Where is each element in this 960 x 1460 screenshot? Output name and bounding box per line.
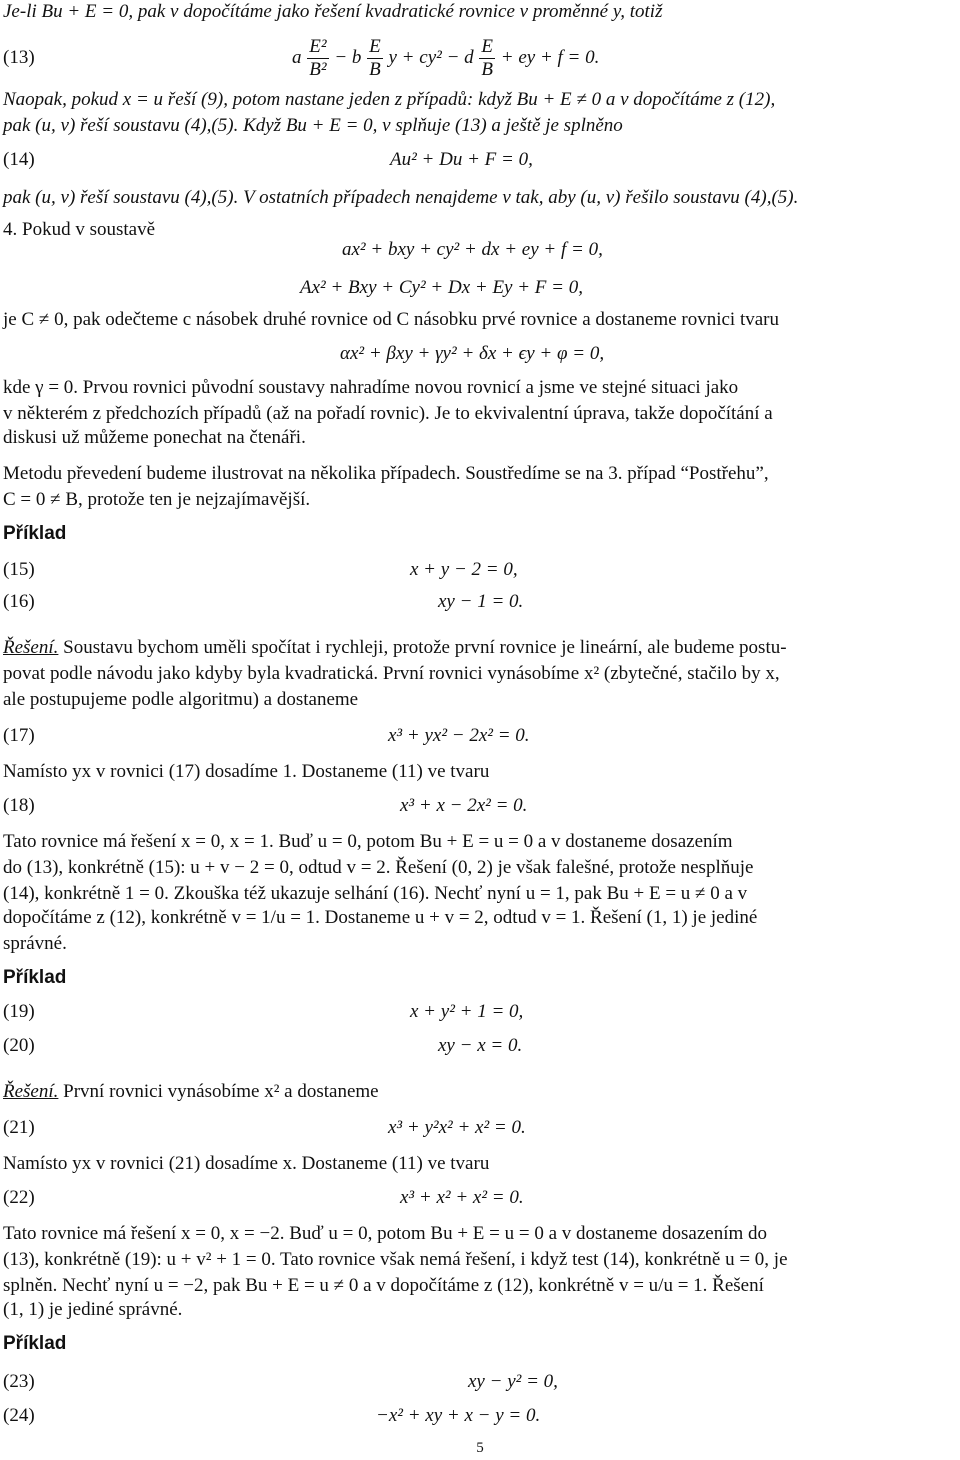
fraction-denominator: B [369,59,381,81]
eq-term: y + cy² − d [388,47,474,68]
text-line: C = 0 ≠ B, protože ten je nejzajímavější. [3,489,311,510]
text-line: Namísto yx v rovnici (21) dosadíme x. Dostaneme (11) ve tvaru [3,1153,490,1174]
text-line: Namísto yx v rovnici (17) dosadíme 1. Dostaneme (11) ve tvaru [3,761,490,782]
text-line: 4. Pokud v soustavě [3,219,155,240]
text-line: je C ≠ 0, pak odečteme c násobek druhé rovnice od C násobku prvé rovnice a dostaneme rovnici tvaru [3,309,779,330]
equation-tag: (16) [3,591,35,612]
text-line: správné. [3,933,67,954]
text-line [3,1080,954,1104]
equation-tag: (15) [3,559,35,580]
equation-13 [292,28,599,88]
text-span: Soustavu bychom uměli spočítat i rychleji, protože první rovnice je lineární, ale budeme postu- [63,637,787,658]
solution-label: Řešení. [3,637,59,658]
text-line [3,636,954,660]
equation-tag: (13) [3,47,35,68]
text-line: dopočítáme z (12), konkrétně v = 1/u = 1. Dostaneme u + v = 2, odtud v = 1. Řešení (1, 1) je jediné [3,907,758,928]
text-line: pak (u, v) řeší soustavu (4),(5). Když Bu + E = 0, v splňuje (13) a ještě je splněno [3,115,623,136]
equation-tag: (17) [3,725,35,746]
equation-19: x + y² + 1 = 0, [410,1001,524,1022]
fraction-denominator: B [481,59,493,81]
text-line: (13), konkrétně (19): u + v² + 1 = 0. Tato rovnice však nemá řešení, i když test (14), konkrétně u = 0, je [3,1249,788,1270]
text-line: splněn. Nechť nyní u = −2, pak Bu + E = u ≠ 0 a v dopočítáme z (12), konkrétně v = u/u = 1. Řešení [3,1275,764,1296]
equation-18: x³ + x − 2x² = 0. [400,795,528,816]
text-line: kde γ = 0. Prvou rovnici původní soustavy nahradíme novou rovnicí a jsme ve stejné situaci jako [3,377,739,398]
fraction [367,36,383,81]
text-line: Metodu převedení budeme ilustrovat na několika případech. Soustředíme se na 3. případ “Postřehu”, [3,463,769,484]
equation-tag: (20) [3,1035,35,1056]
fraction [307,36,328,81]
eq-term: − b [334,47,362,68]
equation-16: xy − 1 = 0. [438,591,524,612]
equation-tag: (22) [3,1187,35,1208]
equation-23: xy − y² = 0, [468,1371,558,1392]
example-heading: Příklad [3,523,67,544]
equation-tag: (23) [3,1371,35,1392]
page-number: 5 [476,1440,484,1456]
text-line: (1, 1) je jediné správné. [3,1299,183,1320]
eq-term: a [292,47,302,68]
equation-tag: (18) [3,795,35,816]
text-span: První rovnici vynásobíme x² a dostaneme [63,1081,379,1102]
text-line: do (13), konkrétně (15): u + v − 2 = 0, odtud v = 2. Řešení (0, 2) je však falešné, protože nesplňuje [3,857,754,878]
equation-20: xy − x = 0. [438,1035,523,1056]
text-line: Tato rovnice má řešení x = 0, x = 1. Buď u = 0, potom Bu + E = u = 0 a v dostaneme dosazením [3,831,733,852]
text-line: povat podle návodu jako kdyby byla kvadratická. První rovnici vynásobíme x² (zbytečné, stačilo by x, [3,663,780,684]
system-equation-2: Ax² + Bxy + Cy² + Dx + Ey + F = 0, [300,277,583,298]
equation-tag: (24) [3,1405,35,1426]
eq-term: + ey + f = 0. [500,47,600,68]
equation-15: x + y − 2 = 0, [410,559,518,580]
text-line: Je-li Bu + E = 0, pak v dopočítáme jako řešení kvadratické rovnice v proměnné y, totiž [3,1,663,22]
combined-equation: αx² + βxy + γy² + δx + ϵy + φ = 0, [340,343,605,364]
equation-tag: (21) [3,1117,35,1138]
example-heading: Příklad [3,967,67,988]
text-line: Tato rovnice má řešení x = 0, x = −2. Buď u = 0, potom Bu + E = u = 0 a v dostaneme dosazením do [3,1223,768,1244]
example-heading: Příklad [3,1333,67,1354]
fraction-numerator: E [481,36,493,58]
text-line: v některém z předchozích případů (až na pořadí rovnic). Je to ekvivalentní úprava, takže dopočítání a [3,403,773,424]
fraction-denominator: B² [309,59,327,81]
fraction-numerator: E [369,36,381,58]
text-line: diskusi už můžeme ponechat na čtenáři. [3,427,306,448]
text-line: ale postupujeme podle algoritmu) a dostaneme [3,689,359,710]
equation-24: −x² + xy + x − y = 0. [376,1405,541,1426]
system-equation-1: ax² + bxy + cy² + dx + ey + f = 0, [342,239,603,260]
equation-tag: (14) [3,149,35,170]
text-line: pak (u, v) řeší soustavu (4),(5). V ostatních případech nenajdeme v tak, aby (u, v) řešilo soustavu (4),(5). [3,187,799,208]
fraction [479,36,495,81]
equation-21: x³ + y²x² + x² = 0. [388,1117,526,1138]
text-line: (14), konkrétně 1 = 0. Zkouška též ukazuje selhání (16). Nechť nyní u = 1, pak Bu + E = u ≠ 0 a v [3,883,748,904]
fraction-numerator: E² [309,36,327,58]
equation-tag: (19) [3,1001,35,1022]
solution-label: Řešení. [3,1081,59,1102]
equation-22: x³ + x² + x² = 0. [400,1187,524,1208]
equation-14: Au² + Du + F = 0, [390,149,533,170]
equation-17: x³ + yx² − 2x² = 0. [388,725,530,746]
text-line: Naopak, pokud x = u řeší (9), potom nastane jeden z případů: když Bu + E ≠ 0 a v dopočítáme z (12), [3,89,776,110]
